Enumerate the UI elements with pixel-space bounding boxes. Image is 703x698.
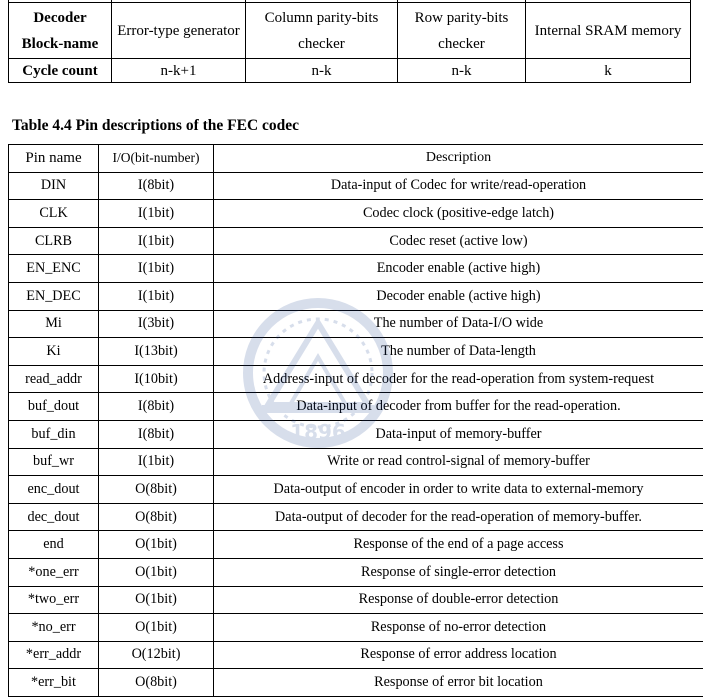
pin-io-cell: O(1bit) <box>99 531 214 559</box>
pin-description-cell: Response of error address location <box>214 641 703 669</box>
pin-name-cell: CLK <box>9 200 99 228</box>
pin-io-cell: O(1bit) <box>99 558 214 586</box>
cycle-count-cell: n-k <box>246 59 398 83</box>
pin-name-cell: read_addr <box>9 365 99 393</box>
pin-name-cell: *err_addr <box>9 641 99 669</box>
cycle-count-cell: n-k+1 <box>112 59 246 83</box>
pin-io-cell: I(10bit) <box>99 365 214 393</box>
column-header-pin-name: Pin name <box>9 145 99 173</box>
pin-io-cell: I(1bit) <box>99 448 214 476</box>
cycle-count-header: Cycle count <box>9 59 112 83</box>
pin-io-cell: I(1bit) <box>99 227 214 255</box>
pin-description-cell: Address-input of decoder for the read-operation from system-request <box>214 365 703 393</box>
pin-name-cell: Ki <box>9 338 99 366</box>
pin-description-cell: Response of single-error detection <box>214 558 703 586</box>
pin-description-cell: Write or read control-signal of memory-buffer <box>214 448 703 476</box>
pin-description-cell: Encoder enable (active high) <box>214 255 703 283</box>
pin-description-cell: Decoder enable (active high) <box>214 282 703 310</box>
cycle-count-cell: n-k <box>398 59 526 83</box>
block-name-row <box>9 3 691 59</box>
pin-name-cell: *no_err <box>9 614 99 642</box>
block-name-cell: Column parity-bits checker <box>246 3 398 59</box>
table-row <box>9 200 703 228</box>
table-row <box>9 669 703 697</box>
pin-description-cell: Data-input of memory-buffer <box>214 420 703 448</box>
table-row <box>9 365 703 393</box>
watermark-year: 1896 <box>290 420 346 444</box>
pin-name-cell: dec_dout <box>9 503 99 531</box>
pin-name-cell: enc_dout <box>9 476 99 504</box>
pin-description-cell: Response of no-error detection <box>214 614 703 642</box>
table-row <box>9 172 703 200</box>
pin-description-cell: Codec clock (positive-edge latch) <box>214 200 703 228</box>
pin-description-table <box>8 144 703 697</box>
pin-io-cell: O(8bit) <box>99 476 214 504</box>
pin-description-cell: Data-output of decoder for the read-operation of memory-buffer. <box>214 503 703 531</box>
pin-io-cell: I(1bit) <box>99 255 214 283</box>
cycle-count-row <box>9 59 691 83</box>
table-row <box>9 586 703 614</box>
pin-description-cell: Data-output of encoder in order to write data to external-memory <box>214 476 703 504</box>
table-row <box>9 227 703 255</box>
block-name-cell: Row parity-bits checker <box>398 3 526 59</box>
block-name-cell: Error-type generator <box>112 3 246 59</box>
pin-name-cell: buf_din <box>9 420 99 448</box>
table-header-row <box>9 145 703 173</box>
pin-description-cell: The number of Data-length <box>214 338 703 366</box>
table-row <box>9 448 703 476</box>
table-row <box>9 338 703 366</box>
pin-name-cell: DIN <box>9 172 99 200</box>
pin-name-cell: buf_dout <box>9 393 99 421</box>
pin-io-cell: I(8bit) <box>99 172 214 200</box>
table-row <box>9 531 703 559</box>
block-name-cell: Internal SRAM memory <box>526 3 691 59</box>
column-header-io: I/O(bit-number) <box>99 145 214 173</box>
pin-name-cell: EN_DEC <box>9 282 99 310</box>
pin-io-cell: I(13bit) <box>99 338 214 366</box>
pin-description-cell: Data-input of Codec for write/read-operation <box>214 172 703 200</box>
table-row <box>9 282 703 310</box>
pin-name-cell: CLRB <box>9 227 99 255</box>
table-row <box>9 558 703 586</box>
pin-io-cell: I(8bit) <box>99 393 214 421</box>
pin-name-cell: *one_err <box>9 558 99 586</box>
pin-description-cell: Data-input of decoder from buffer for the read-operation. <box>214 393 703 421</box>
pin-description-cell: Codec reset (active low) <box>214 227 703 255</box>
pin-name-cell: *two_err <box>9 586 99 614</box>
table-caption: Table 4.4 Pin descriptions of the FEC codec <box>12 117 300 134</box>
pin-io-cell: O(1bit) <box>99 586 214 614</box>
block-name-header <box>9 3 112 59</box>
pin-description-cell: The number of Data-I/O wide <box>214 310 703 338</box>
table-row <box>9 503 703 531</box>
column-header-description: Description <box>214 145 703 173</box>
pin-io-cell: O(12bit) <box>99 641 214 669</box>
pin-name-cell: Mi <box>9 310 99 338</box>
pin-io-cell: I(1bit) <box>99 282 214 310</box>
pin-table-body <box>9 172 703 696</box>
pin-name-cell: end <box>9 531 99 559</box>
pin-name-cell: EN_ENC <box>9 255 99 283</box>
pin-io-cell: I(1bit) <box>99 200 214 228</box>
pin-io-cell: I(8bit) <box>99 420 214 448</box>
pin-description-cell: Response of error bit location <box>214 669 703 697</box>
table-row <box>9 420 703 448</box>
table-row <box>9 614 703 642</box>
pin-io-cell: O(8bit) <box>99 503 214 531</box>
table-row <box>9 393 703 421</box>
block-name-header-text: Decoder Block-name <box>21 9 99 52</box>
table-row <box>9 255 703 283</box>
pin-name-cell: *err_bit <box>9 669 99 697</box>
table-row <box>9 310 703 338</box>
pin-io-cell: O(8bit) <box>99 669 214 697</box>
decoder-block-table <box>8 0 691 83</box>
table-row <box>9 641 703 669</box>
table-row <box>9 476 703 504</box>
pin-description-cell: Response of the end of a page access <box>214 531 703 559</box>
cycle-count-cell: k <box>526 59 691 83</box>
pin-io-cell: I(3bit) <box>99 310 214 338</box>
pin-name-cell: buf_wr <box>9 448 99 476</box>
pin-io-cell: O(1bit) <box>99 614 214 642</box>
pin-description-cell: Response of double-error detection <box>214 586 703 614</box>
